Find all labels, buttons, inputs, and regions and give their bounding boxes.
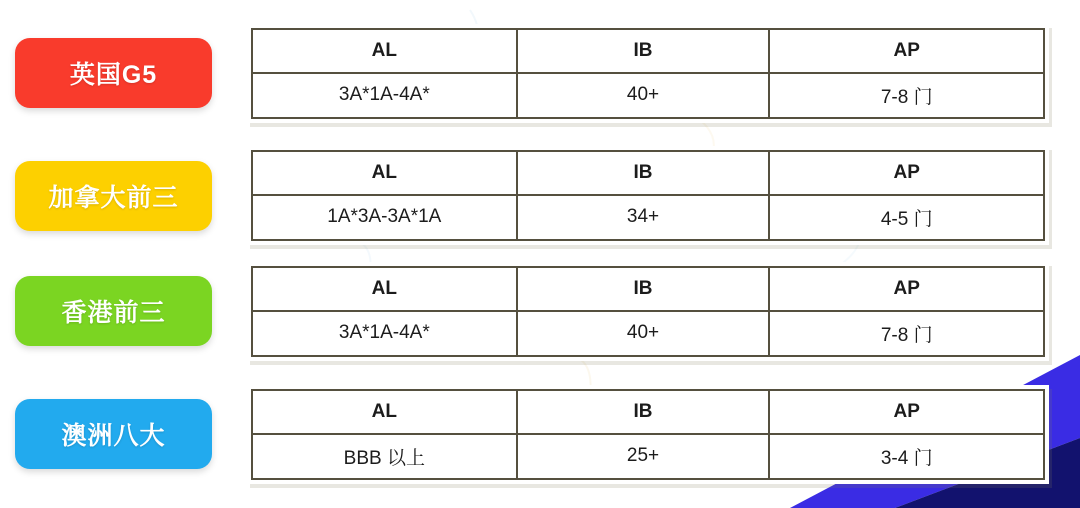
header-cell-ib: IB	[518, 268, 771, 312]
requirements-table-canada-top3	[251, 150, 1045, 241]
category-chip-canada-top3	[15, 161, 212, 231]
header-cell-al: AL	[253, 391, 518, 435]
header-cell-ib: IB	[518, 30, 771, 74]
header-cell-al: AL	[253, 152, 518, 196]
value-cell-ap: 3-4 门	[880, 447, 933, 469]
value-cell-ib: 40+	[518, 74, 771, 118]
header-cell-ap: AP	[770, 268, 1043, 312]
requirements-table-australia-group8	[251, 389, 1045, 480]
value-cell-ib: 25+	[518, 435, 771, 479]
category-chip-label: 加拿大前三	[48, 184, 179, 212]
category-chip-label: 英国G5	[69, 61, 158, 89]
value-cell-ap: 7-8 门	[880, 86, 933, 108]
value-cell-al: BBB 以上	[253, 435, 518, 479]
value-cell-ap: 4-5 门	[880, 208, 933, 230]
value-cell-al: 3A*1A-4A*	[253, 74, 518, 118]
header-cell-ib: IB	[518, 391, 771, 435]
category-chip-label: 澳洲八大	[61, 422, 166, 450]
category-chip-uk-g5	[15, 38, 212, 108]
header-cell-ib: IB	[518, 152, 771, 196]
header-cell-ap: AP	[770, 391, 1043, 435]
value-cell-ib: 34+	[518, 196, 771, 240]
category-chip-label: 香港前三	[61, 299, 166, 327]
requirements-table-hongkong-top3	[251, 266, 1045, 357]
value-cell-al: 1A*3A-3A*1A	[253, 196, 518, 240]
value-cell-ap: 7-8 门	[880, 324, 933, 346]
category-chip-hongkong-top3	[15, 276, 212, 346]
header-cell-ap: AP	[770, 152, 1043, 196]
header-cell-al: AL	[253, 30, 518, 74]
header-cell-al: AL	[253, 268, 518, 312]
value-cell-ib: 40+	[518, 312, 771, 356]
category-chip-australia-group8	[15, 399, 212, 469]
value-cell-al: 3A*1A-4A*	[253, 312, 518, 356]
header-cell-ap: AP	[770, 30, 1043, 74]
requirements-table-uk-g5	[251, 28, 1045, 119]
